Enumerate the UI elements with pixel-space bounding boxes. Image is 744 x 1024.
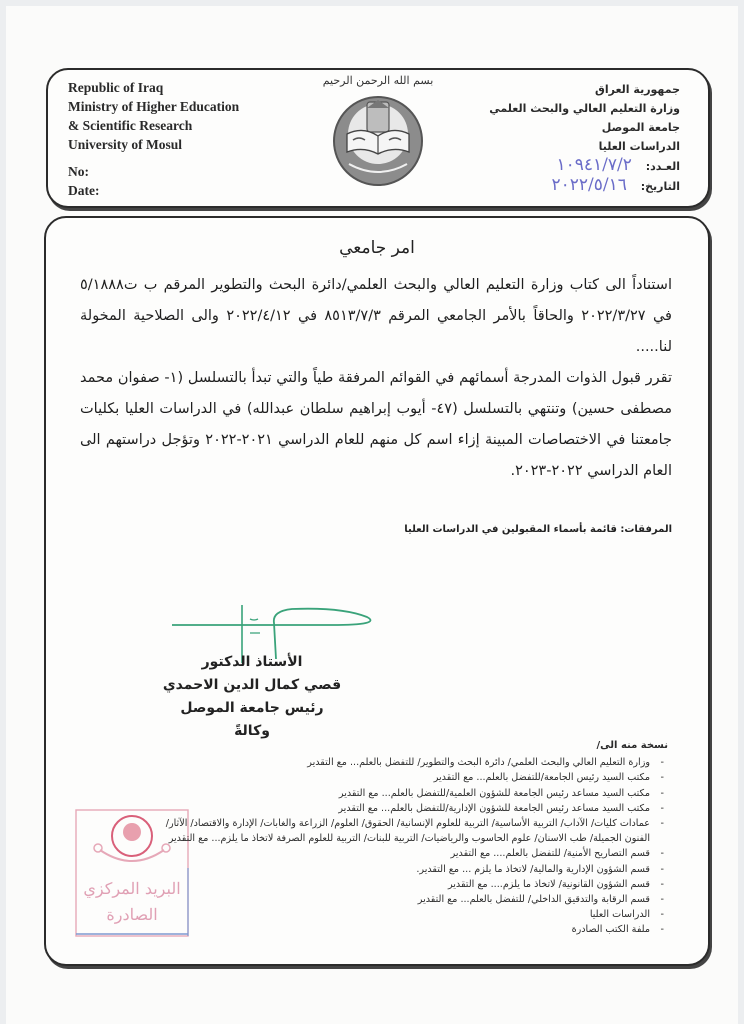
university-name-ar: جامعة الموصل	[601, 121, 680, 134]
list-item: - عمادات كليات/ الآداب/ التربية الأساسية/ التربية للعلوم الإنسانية/ الحقوق/ العلوم/ الزراعة والغابات/ الإدارة والاقتصاد/ الآثار/	[68, 816, 668, 831]
number-row	[489, 156, 680, 176]
date-label-ar: التاريخ:	[640, 180, 680, 193]
list-item: - قسم التصاريح الأمنية/ للتفضل بالعلم.... مع التقدير	[68, 846, 668, 861]
number-label-en: No:	[68, 164, 89, 179]
letterhead-english	[68, 78, 239, 200]
stamp-line-2: الصادرة	[106, 905, 158, 924]
list-item: - وزارة التعليم العالي والبحث العلمي/ دائرة البحث والتطوير/ للتفضل بالعلم... مع التقدير	[68, 755, 668, 770]
order-text	[80, 270, 672, 487]
list-item: - قسم الشؤون القانونية/ لاتخاذ ما يلزم.... مع التقدير	[68, 877, 668, 892]
ministry-name-ar: وزارة التعليم العالي والبحث العلمي	[489, 102, 680, 115]
stamp-line-1: البريد المركزي	[83, 879, 181, 898]
signatory-title: الأستاذ الدكتور	[201, 654, 303, 670]
signatory	[162, 651, 342, 743]
list-item: - قسم الرقابة والتدقيق الداخلي/ للتفضل بالعلم... مع التقدير	[68, 892, 668, 907]
letterhead-arabic	[489, 80, 680, 196]
list-item: - مكتب السيد رئيس الجامعة/للتفضل بالعلم... مع التقدير	[68, 770, 668, 785]
date-row	[489, 176, 680, 196]
document-page	[6, 6, 738, 1024]
signatory-name: قصي كمال الدين الاحمدي	[162, 677, 342, 693]
document-date: ٢٠٢٢/٥/١٦	[551, 175, 627, 195]
order-body	[44, 216, 710, 966]
list-item: - مكتب السيد مساعد رئيس الجامعة للشؤون الإدارية/للتفضل بالعلم... مع التقدير	[68, 801, 668, 816]
university-name-en: University of Mosul	[68, 137, 182, 152]
basmala: بسم الله الرحمن الرحيم	[322, 74, 434, 87]
copies-list	[68, 755, 668, 937]
signatory-position: رئيس جامعة الموصل وكالةً	[180, 700, 324, 739]
copies-heading: نسخة منه الى/	[596, 740, 668, 751]
list-item: - مكتب السيد مساعد رئيس الجامعة للشؤون العلمية/للتفضل بالعلم... مع التقدير	[68, 786, 668, 801]
list-item: - ملفة الكتب الصادرة	[68, 922, 668, 937]
number-label-ar: العـدد:	[645, 160, 680, 173]
order-paragraph: استناداً الى كتاب وزارة التعليم العالي والبحث العلمي/دائرة البحث والتطوير المرقم ب ت٥/١٨٨٨ في ٢٠٢٢/٣/٢٧ والحاقاً بالأمر الجامعي المرقم ٨٥١٣/٧/٣ في ٢٠٢٢/٤/١٢ والى الصلاحية المخولة لنا.....	[80, 277, 672, 355]
university-emblem-icon	[331, 94, 425, 188]
list-item: الفنون الجميلة/ طب الاسنان/ علوم الحاسوب والرياضيات/ التربية للبنات/ التربية للعلوم الصرفة لاتخاذ ما يلزم... مع التقدير	[168, 833, 650, 845]
attachments-note: المرفقات: قائمة بأسماء المقبولين في الدراسات العليا	[404, 524, 672, 535]
order-paragraph: تقرر قبول الذوات المدرجة أسمائهم في القوائم المرفقة طياً والتي تبدأ بالتسلسل (١- صفوان محمد مصطفى حسين) وتنتهي بالتسلسل (٤٧- أيوب إبراهيم سلطان عبدالله) في الدراسات العليا بكليات جامعتنا في الاختصاصات المبينة إزاء اسم كل منهم للعام الدراسي ٢٠٢١-٢٠٢٢ وتؤجل دراستهم الى العام الدراسي ٢٠٢٢-٢٠٢٣.	[80, 370, 673, 479]
date-label-en: Date:	[68, 183, 100, 198]
country-name-en: Republic of Iraq	[68, 80, 164, 95]
ministry-name-en: Ministry of Higher Education	[68, 99, 240, 114]
list-item: - قسم الشؤون الإدارية والمالية/ لاتخاذ ما يلزم ... مع التقدير.	[68, 862, 668, 877]
country-name-ar: جمهورية العراق	[595, 83, 680, 96]
document-number: ١٠٩٤١/٧/٢	[556, 155, 632, 175]
list-item: - الدراسات العليا	[68, 907, 668, 922]
letterhead	[46, 68, 710, 208]
department-name-ar: الدراسات العليا	[598, 140, 680, 153]
ministry-name-en-2: & Scientific Research	[68, 118, 193, 133]
signature-block	[142, 603, 382, 739]
copies-to	[68, 738, 668, 938]
order-title: امر جامعي	[339, 238, 415, 258]
